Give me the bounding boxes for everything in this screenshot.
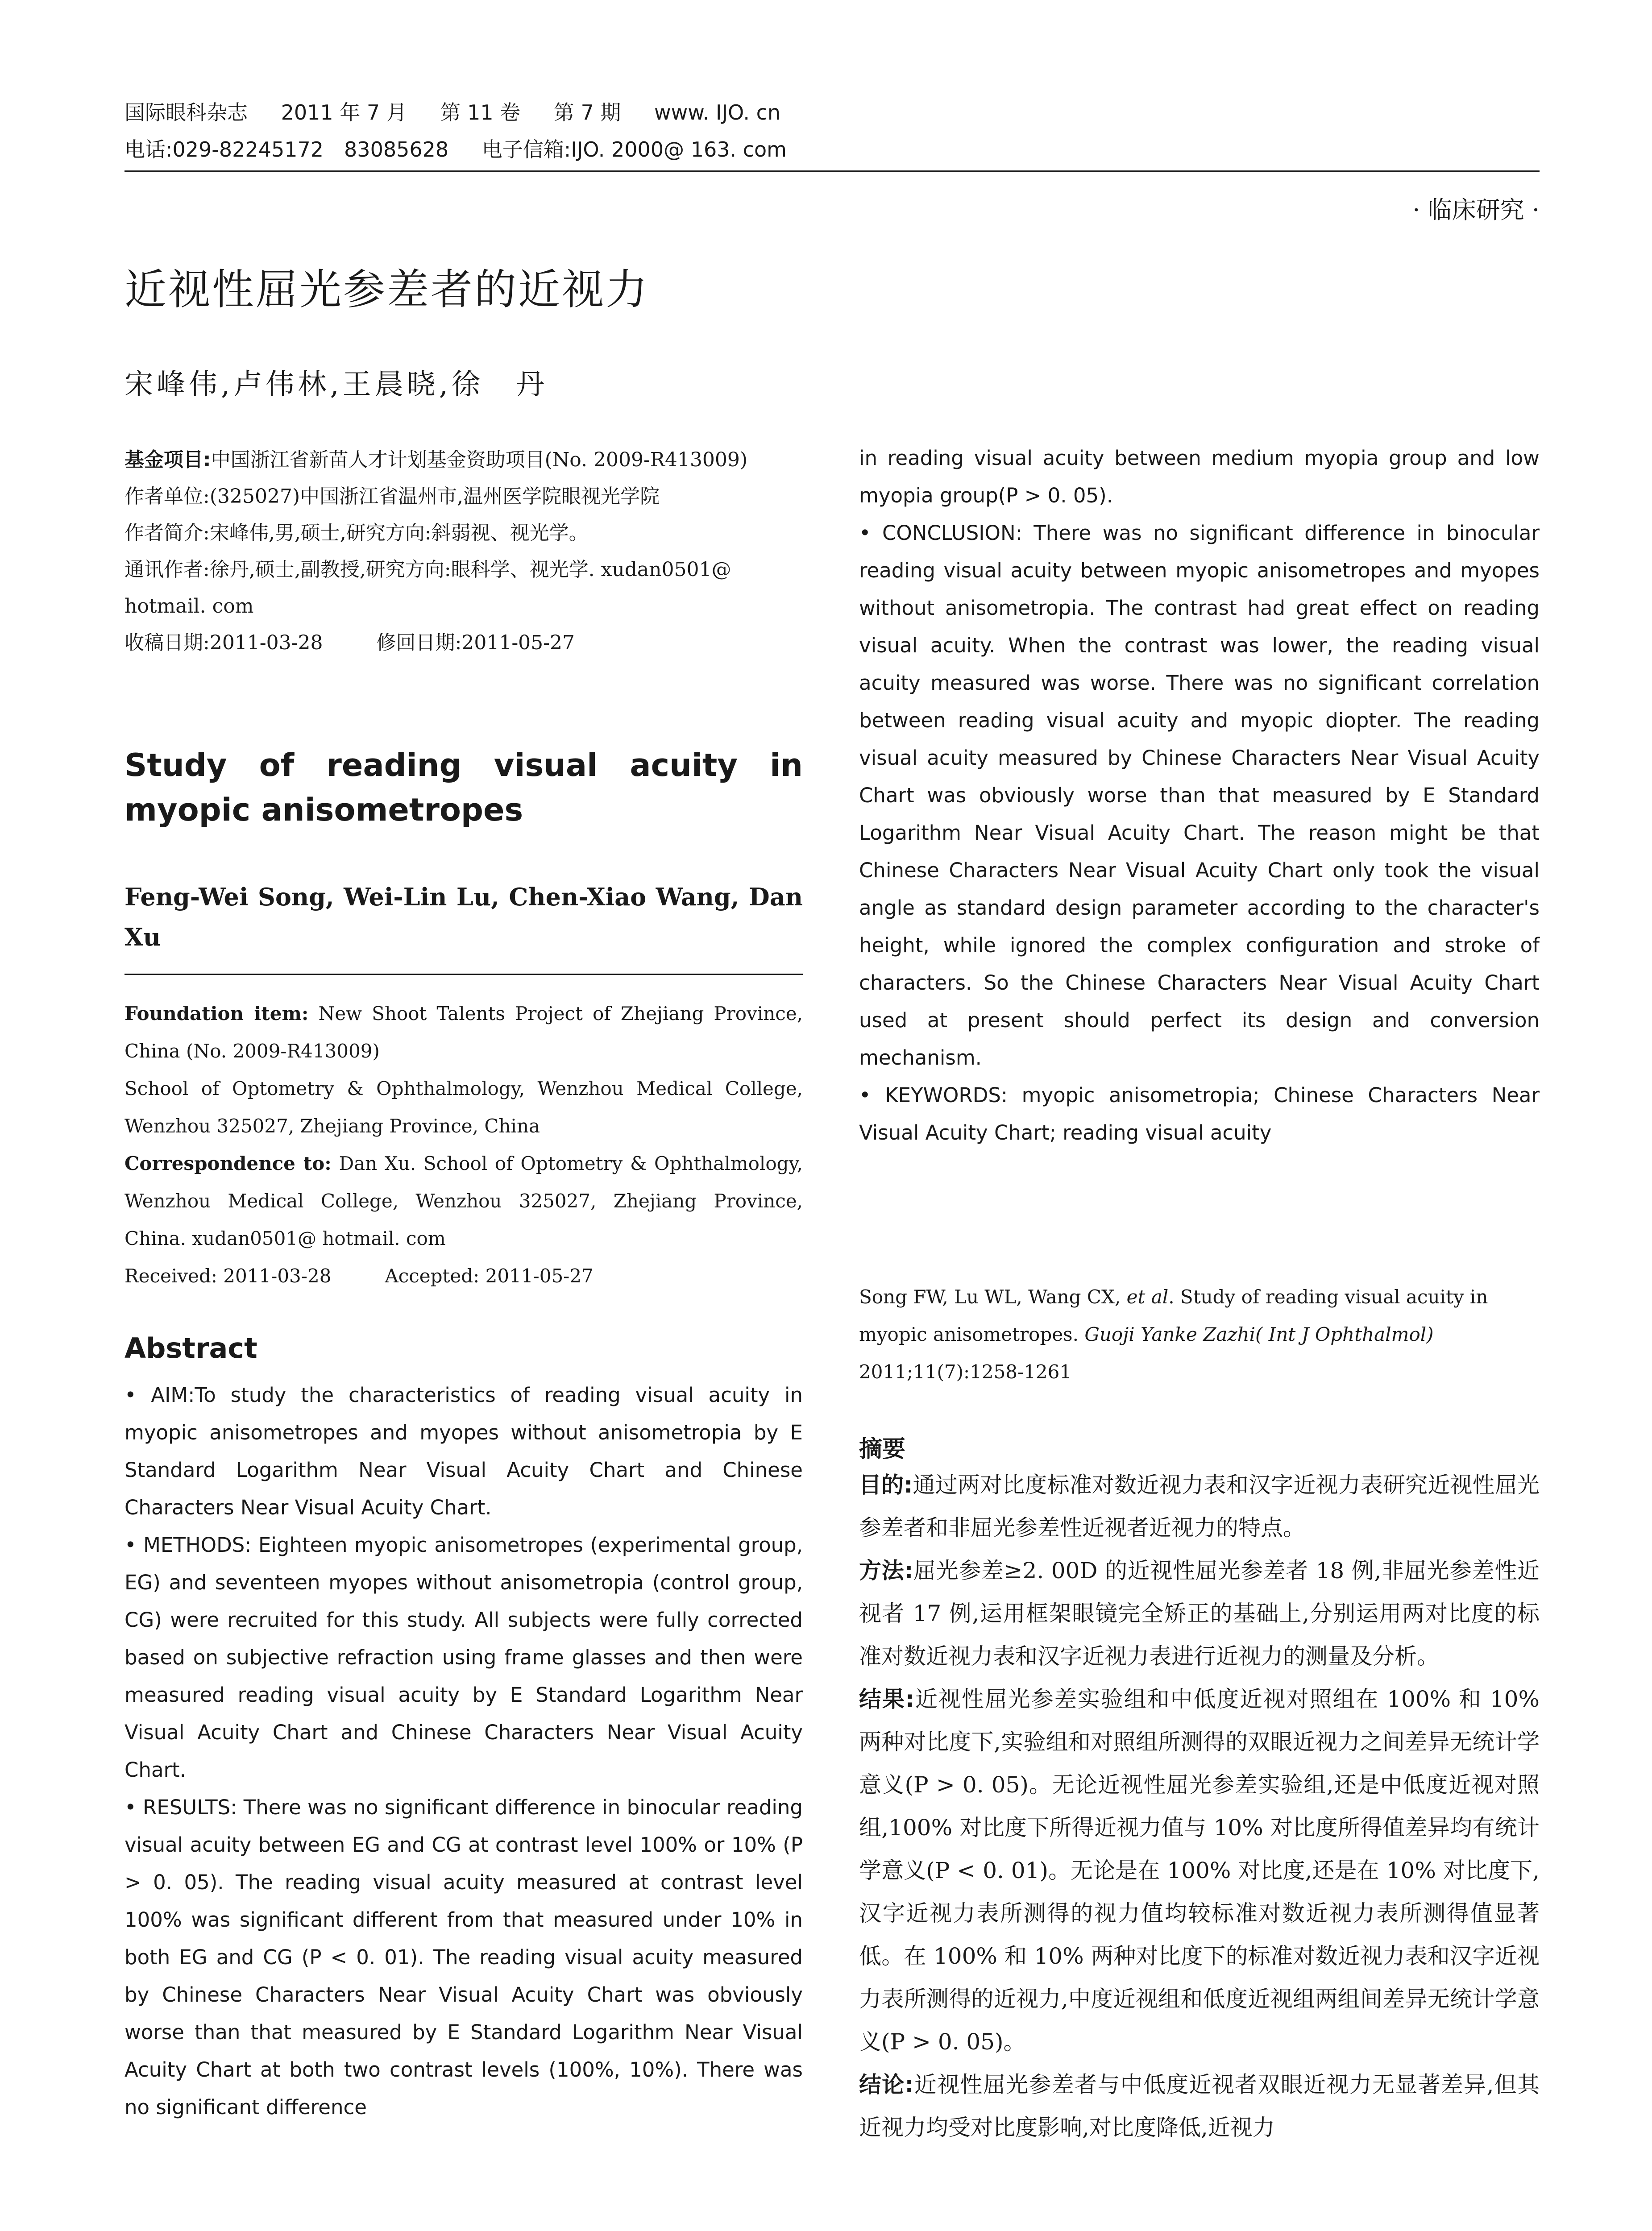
dates-en — [125, 1257, 803, 1295]
received-en: Received: 2011-03-28 — [125, 1265, 332, 1287]
school-en: School of Optometry & Ophthalmology, Wenzhou Medical College, Wenzhou 325027, Zhejiang Province, China — [125, 1078, 803, 1137]
abstract-results: • RESULTS: There was no significant difference in binocular reading visual acuity between EG and CG at contrast level 100% or 10% (P > 0. 05). The reading visual acuity measured at contrast level 100% was significant different from that measured under 10% in both EG and CG (P < 0. 01). The reading visual acuity measured by Chinese Characters Near Visual Acuity Chart was obviously worse than that measured by E Standard Logarithm Near Visual Acuity Chart at both two contrast levels (100%, 10%). There was no significant difference — [125, 1796, 803, 2119]
authors-en: Feng-Wei Song, Wei-Lin Lu, Chen-Xiao Wang, Dan Xu — [125, 883, 803, 951]
authors-cn: 宋峰伟,卢伟林,王晨晓,徐 丹 — [125, 368, 548, 401]
conclusion-label-cn: 结论: — [859, 2072, 914, 2098]
header-rule — [125, 170, 1540, 172]
phone: 电话:029-82245172 83085628 — [125, 137, 449, 162]
meta-en — [125, 995, 803, 1295]
abstract-conclusion: • CONCLUSION: There was no significant difference in binocular reading visual acuity between myopic anisometropes and myopes without anisometropia. The contrast had great effect on reading visual acuity. When the contrast was lower, the reading visual acuity measured was worse. There was no significant correlation between reading visual acuity and myopic diopter. The reading visual acuity measured by Chinese Characters Near Visual Acuity Chart was obviously worse than that measured by E Standard Logarithm Near Visual Acuity Chart. The reason might be that Chinese Characters Near Visual Acuity Chart only took the visual angle as standard design parameter according to the character's height, while ignored the complex configuration and stroke of characters. So the Chinese Characters Near Visual Acuity Chart used at present should perfect its design and conversion mechanism. — [859, 521, 1540, 1070]
citation — [859, 1278, 1540, 1391]
journal-header-line2 — [125, 136, 814, 163]
abstract-cn-body — [859, 1464, 1540, 2149]
accepted-en: Accepted: 2011-05-27 — [385, 1265, 594, 1287]
abstract-keywords: • KEYWORDS: myopic anisometropia; Chinese Characters Near Visual Acuity Chart; reading visual acuity — [859, 1083, 1540, 1145]
citation-authors: Song FW, Lu WL, Wang CX, — [859, 1286, 1127, 1308]
email-link[interactable]: 电子信箱:IJO. 2000@ 163. com — [481, 137, 787, 162]
abstract-cn-results — [859, 1678, 1540, 2063]
volume: 第 11 卷 — [440, 100, 521, 124]
abstract-body-left — [125, 1377, 803, 2126]
received-cn: 收稿日期:2011-03-28 — [125, 631, 323, 654]
funding-cn — [125, 442, 803, 478]
abstract-cn-conclusion — [859, 2063, 1540, 2149]
issue-date: 2011 年 7 月 — [281, 100, 407, 124]
abstract-cn-methods — [859, 1549, 1540, 1678]
abstract-heading: Abstract — [125, 1332, 257, 1364]
correspondence-cn: 通讯作者:徐丹,硕士,副教授,研究方向:眼科学、视光学. xudan0501@ hotmail. com — [125, 558, 731, 618]
abstract-methods: • METHODS: Eighteen myopic anisometropes (experimental group, EG) and seventeen myopes without anisometropia (control group, CG) were recruited for this study. All subjects were fully corrected based on subjective refraction using frame glasses and then were measured reading visual acuity by E Standard Logarithm Near Visual Acuity Chart and Chinese Characters Near Visual Acuity Chart. — [125, 1533, 803, 1782]
title-en: Study of reading visual acuity in myopic anisometropes — [125, 747, 803, 828]
citation-volume: 2011;11(7):1258-1261 — [859, 1361, 1072, 1383]
results-label-cn: 结果: — [859, 1686, 914, 1712]
funding-label: 基金项目: — [125, 448, 211, 471]
corr-text: Dan Xu. School of Optometry & Ophthalmology, Wenzhou Medical College, Wenzhou 325027, Zhejiang Province, China. xudan0501@ hotmail. com — [125, 1153, 803, 1249]
aim-label-cn: 目的: — [859, 1472, 913, 1498]
methods-text-cn: 屈光参差≥2. 00D 的近视性屈光参差者 18 例,非屈光参差性近视者 17 例,运用框架眼镜完全矫正的基础上,分别运用两对比度的标准对数近视力表和汉字近视力表进行近视力的测量及分析。 — [859, 1558, 1540, 1669]
corr-label: Correspondence to: — [125, 1153, 332, 1174]
foundation-en — [125, 995, 803, 1070]
title-cn: 近视性屈光参差者的近视力 — [125, 265, 650, 314]
abstract-aim: • AIM:To study the characteristics of reading visual acuity in myopic anisometropes and myopes without anisometropia by E Standard Logarithm Near Visual Acuity Chart and Chinese Characters Near Visual Acuity Chart. — [125, 1383, 803, 1519]
citation-title: . Study of reading visual acuity in myopic anisometropes. — [859, 1286, 1488, 1345]
foundation-text: New Shoot Talents Project of Zhejiang Province, China (No. 2009-R413009) — [125, 1003, 803, 1062]
abstract-cn-heading: 摘要 — [859, 1436, 906, 1463]
methods-label-cn: 方法: — [859, 1558, 913, 1584]
section-tag: · 临床研究 · — [1412, 196, 1540, 224]
affiliation-cn: 作者单位:(325027)中国浙江省温州市,温州医学院眼视光学院 — [125, 485, 660, 508]
issue-number: 第 7 期 — [553, 100, 621, 124]
citation-etal: et al — [1126, 1286, 1169, 1308]
correspondence-en — [125, 1145, 803, 1257]
author-rule — [125, 974, 803, 975]
aim-text-cn: 通过两对比度标准对数近视力表和汉字近视力表研究近视性屈光参差者和非屈光参差性近视者近视力的特点。 — [859, 1472, 1540, 1541]
meta-cn — [125, 442, 803, 661]
dates-cn — [125, 625, 803, 661]
citation-journal: Guoji Yanke Zazhi( Int J Ophthalmol) — [1084, 1323, 1434, 1345]
foundation-label: Foundation item: — [125, 1003, 309, 1024]
conclusion-text-cn: 近视性屈光参差者与中低度近视者双眼近视力无显著差异,但其近视力均受对比度影响,对比度降低,近视力 — [859, 2072, 1540, 2140]
funding-text: 中国浙江省新苗人才计划基金资助项目(No. 2009-R413009) — [211, 448, 748, 471]
journal-name: 国际眼科杂志 — [125, 100, 248, 124]
bio-cn: 作者简介:宋峰伟,男,硕士,研究方向:斜弱视、视光学。 — [125, 522, 589, 544]
revised-cn: 修回日期:2011-05-27 — [376, 631, 575, 654]
website-link[interactable]: www. IJO. cn — [654, 100, 781, 124]
journal-header-line1 — [125, 99, 807, 126]
abstract-results-cont: in reading visual acuity between medium myopia group and low myopia group(P > 0. 05). — [859, 446, 1540, 507]
abstract-body-right — [859, 440, 1540, 1152]
results-text-cn: 近视性屈光参差实验组和中低度近视对照组在 100% 和 10% 两种对比度下,实验组和对照组所测得的双眼近视力之间差异无统计学意义(P > 0. 05)。无论近视性屈光参差实验组,还是中低度近视对照组,100% 对比度下所得近视力值与 10% 对比度所得值差异均有统计学意义(P < 0. 01)。无论是在 100% 对比度,还是在 10% 对比度下,汉字近视力表所测得的视力值均较标准对数近视力表所测得值显著低。在 100% 和 10% 两种对比度下的标准对数近视力表和汉字近视力表所测得的近视力,中度近视组和低度近视组两组间差异无统计学意义(P > 0. 05)。 — [859, 1686, 1540, 2055]
abstract-cn-aim — [859, 1464, 1540, 1549]
